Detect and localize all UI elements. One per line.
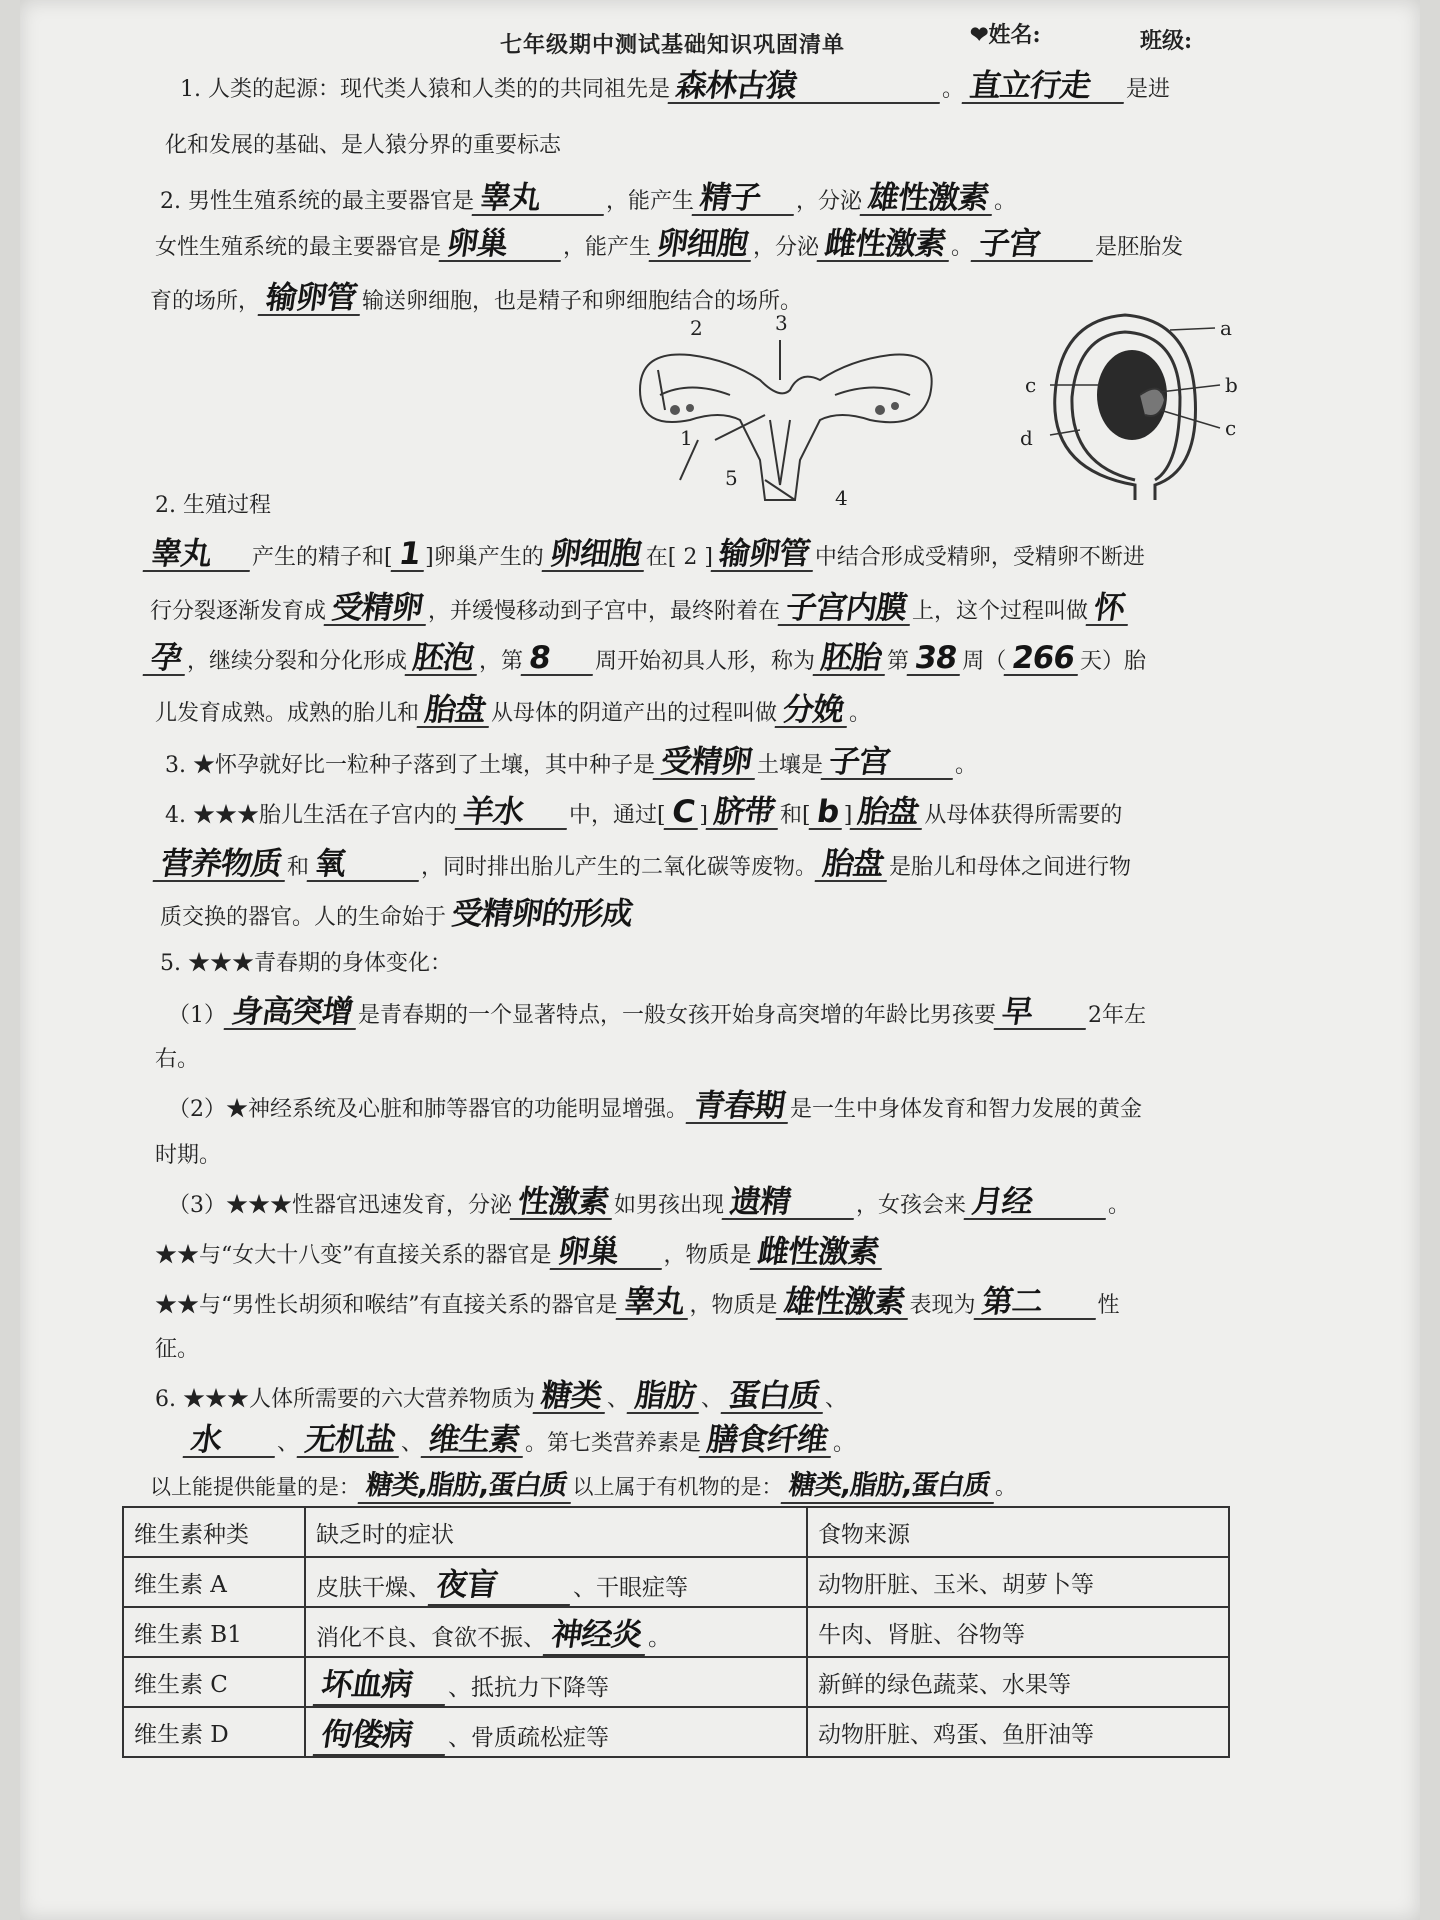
answer: 胚泡 bbox=[405, 642, 482, 676]
answer: 膳食纤维 bbox=[699, 1424, 836, 1458]
diagram-label-2: 2 bbox=[690, 316, 703, 340]
answer: 输卵管 bbox=[711, 538, 818, 572]
answer: 蛋白质 bbox=[721, 1380, 828, 1414]
answer: 雌性激素 bbox=[817, 228, 954, 262]
process-title: 2. 生殖过程 bbox=[155, 493, 271, 518]
answer: 输卵管 bbox=[258, 282, 365, 316]
answer: 8 bbox=[521, 642, 598, 676]
q3-line: 3. ★怀孕就好比一粒种子落到了土壤，其中种子是 受精卵 土壤是 子宫 。 bbox=[165, 744, 978, 780]
table-header: 食物来源 bbox=[807, 1507, 1229, 1557]
answer: 雌性激素 bbox=[749, 1236, 886, 1270]
answer: 营养物质 bbox=[153, 848, 290, 882]
q5-part4: ★★与“女大十八变”有直接关系的器官是 卵巢 ，物质是 雌性激素 bbox=[155, 1236, 1340, 1272]
answer: 卵细胞 bbox=[649, 228, 756, 262]
answer: 佝偻病 bbox=[313, 1709, 452, 1756]
answer: 脐带 bbox=[706, 796, 783, 830]
answer: 受精卵的形成 bbox=[449, 896, 635, 932]
answer: 子宫 bbox=[971, 228, 1098, 262]
class-label: 班级: bbox=[1140, 28, 1193, 54]
q5-part1-cont: 右。 bbox=[155, 1047, 200, 1072]
q5-title: 5. ★★★青春期的身体变化： bbox=[160, 951, 452, 976]
process-line4: 儿发育成熟。成熟的胎儿和 胎盘 从母体的阴道产出的过程叫做 分娩 。 bbox=[155, 692, 872, 728]
q5-part2: （2）★神经系统及心脏和肺等器官的功能明显增强。 青春期 是一生中身体发育和智力发展的黄金 bbox=[168, 1088, 1143, 1124]
fetus-label-d: d bbox=[1020, 426, 1033, 450]
answer: 睾丸 bbox=[472, 182, 609, 216]
name-field: ❤姓名: bbox=[970, 22, 1041, 48]
process-line3: 孕 ，继续分裂和分化形成 胚泡 ，第 8 周开始初具人形，称为 胚胎 第 38 周（ 266 天）胎 bbox=[145, 642, 1340, 678]
q2-line3: 育的场所， 输卵管 输送卵细胞，也是精子和卵细胞结合的场所。 bbox=[150, 280, 803, 316]
answer: 直立行走 bbox=[962, 70, 1129, 104]
answer: 受精卵 bbox=[324, 592, 431, 626]
q2-line2: 女性生殖系统的最主要器官是 卵巢 ，能产生 卵细胞 ，分泌 雌性激素 。 子宫 是胚胎发 bbox=[155, 226, 1184, 262]
table-row bbox=[123, 1657, 1229, 1707]
table-cell: 佝偻病 、骨质疏松症等 bbox=[305, 1707, 807, 1757]
answer: 怀 bbox=[1086, 592, 1133, 626]
table-cell: 维生素 B1 bbox=[123, 1607, 305, 1657]
q1-line2: 化和发展的基础、是人猿分界的重要标志 bbox=[165, 133, 562, 158]
answer: 卵细胞 bbox=[541, 538, 648, 572]
answer: 遗精 bbox=[722, 1186, 859, 1220]
table-cell: 牛肉、肾脏、谷物等 bbox=[807, 1607, 1229, 1657]
answer: 子宫 bbox=[821, 746, 958, 780]
answer: 氧 bbox=[307, 848, 424, 882]
answer: 身高突增 bbox=[224, 996, 361, 1030]
q1-line1: 1. 人类的起源：现代类人猿和人类的的共同祖先是 森林古猿 。 直立行走 是进 bbox=[180, 68, 1171, 104]
answer: 坏血病 bbox=[313, 1659, 452, 1706]
answer: 森林古猿 bbox=[668, 70, 945, 104]
answer: 糖类,脂肪,蛋白质 bbox=[780, 1470, 997, 1504]
answer: 睾丸 bbox=[615, 1286, 692, 1320]
table-header: 维生素种类 bbox=[123, 1507, 305, 1557]
answer: 第二 bbox=[973, 1286, 1100, 1320]
answer: 卵巢 bbox=[439, 228, 566, 262]
table-header: 缺乏时的症状 bbox=[305, 1507, 807, 1557]
answer: 糖类,脂肪,蛋白质 bbox=[358, 1470, 575, 1504]
answer: 脂肪 bbox=[627, 1380, 704, 1414]
q5-part5: ★★与“男性长胡须和喉结”有直接关系的器官是 睾丸 ，物质是 雄性激素 表现为 第二 性 bbox=[155, 1284, 1120, 1320]
fetus-label-b: b bbox=[1225, 373, 1238, 397]
table-cell: 维生素 D bbox=[123, 1707, 305, 1757]
q5-part2-cont: 时期。 bbox=[155, 1143, 222, 1168]
fetus-diagram bbox=[1020, 300, 1270, 510]
answer: 神经炎 bbox=[543, 1609, 652, 1656]
answer: 受精卵 bbox=[653, 746, 760, 780]
fetus-label-c-right: c bbox=[1225, 416, 1237, 440]
vitamin-table bbox=[122, 1506, 1230, 1758]
answer: 胎盘 bbox=[815, 848, 892, 882]
answer: 水 bbox=[183, 1424, 280, 1458]
heart-icon: ❤ bbox=[970, 22, 989, 48]
table-row bbox=[123, 1607, 1229, 1657]
answer: 性激素 bbox=[510, 1186, 617, 1220]
answer: 月经 bbox=[964, 1186, 1111, 1220]
table-cell: 维生素 A bbox=[123, 1557, 305, 1607]
answer: 266 bbox=[1004, 642, 1082, 676]
q4-line3: 质交换的器官。人的生命始于 受精卵的形成 bbox=[160, 898, 1340, 934]
table-cell: 皮肤干燥、 夜盲 、干眼症等 bbox=[305, 1557, 807, 1607]
diagram-label-5: 5 bbox=[725, 466, 738, 490]
diagram-label-1: 1 bbox=[680, 426, 693, 450]
answer: 青春期 bbox=[686, 1090, 793, 1124]
answer: 睾丸 bbox=[143, 538, 255, 572]
q4-line1: 4. ★★★胎儿生活在子宫内的 羊水 中，通过[ C ] 脐带 和[ b ] 胎盘 从母体获得所需要的 bbox=[165, 794, 1123, 830]
q5-part3: （3）★★★性器官迅速发育，分泌 性激素 如男孩出现 遗精 ，女孩会来 月经 。 bbox=[168, 1184, 1131, 1220]
table-row bbox=[123, 1557, 1229, 1607]
answer: 精子 bbox=[692, 182, 799, 216]
q5-part1: （1） 身高突增 是青春期的一个显著特点，一般女孩开始身高突增的年龄比男孩要 早 2年左 bbox=[168, 994, 1147, 1030]
q6-line3: 以上能提供能量的是： 糖类,脂肪,蛋白质 以上属于有机物的是： 糖类,脂肪,蛋白质 。 bbox=[150, 1470, 1340, 1504]
q4-line2: 营养物质 和 氧 ，同时排出胎儿产生的二氧化碳等废物。 胎盘 是胎儿和母体之间进行物 bbox=[155, 848, 1340, 884]
answer: b bbox=[808, 796, 846, 830]
answer: 子宫内膜 bbox=[778, 592, 915, 626]
answer: 卵巢 bbox=[549, 1236, 666, 1270]
process-line1: 睾丸 产生的精子和[ 1 ]卵巢产生的 卵细胞 在[ 2 ] 输卵管 中结合形成受精卵，受精卵不断进 bbox=[145, 538, 1340, 574]
answer: 早 bbox=[994, 996, 1091, 1030]
diagram-label-4: 4 bbox=[835, 486, 848, 510]
answer: 夜盲 bbox=[428, 1559, 577, 1606]
answer: 胎盘 bbox=[850, 796, 927, 830]
table-row bbox=[123, 1707, 1229, 1757]
answer: 孕 bbox=[143, 642, 190, 676]
answer: 维生素 bbox=[421, 1424, 528, 1458]
female-reproductive-diagram bbox=[620, 310, 940, 520]
answer: 无机盐 bbox=[297, 1424, 404, 1458]
table-cell: 动物肝脏、鸡蛋、鱼肝油等 bbox=[807, 1707, 1229, 1757]
table-cell: 新鲜的绿色蔬菜、水果等 bbox=[807, 1657, 1229, 1707]
worksheet-page bbox=[20, 0, 1420, 1920]
q6-line1: 6. ★★★人体所需要的六大营养物质为 糖类 、 脂肪 、 蛋白质 、 bbox=[155, 1378, 848, 1414]
page-title: 七年级期中测试基础知识巩固清单 bbox=[500, 32, 846, 58]
answer: 38 bbox=[907, 642, 965, 676]
answer: 雄性激素 bbox=[860, 182, 997, 216]
q6-line2: 水 、 无机盐 、 维生素 。第七类营养素是 膳食纤维 。 bbox=[185, 1424, 1340, 1460]
answer: C bbox=[663, 796, 702, 830]
table-cell: 动物肝脏、玉米、胡萝卜等 bbox=[807, 1557, 1229, 1607]
answer: 1 bbox=[390, 538, 427, 572]
process-line2: 行分裂逐渐发育成 受精卵 ，并缓慢移动到子宫中，最终附着在 子宫内膜 上，这个过程叫做 怀 bbox=[150, 592, 1340, 628]
table-cell: 维生素 C bbox=[123, 1657, 305, 1707]
answer: 胚胎 bbox=[813, 642, 890, 676]
q5-part5-cont: 征。 bbox=[155, 1337, 200, 1362]
answer: 羊水 bbox=[455, 796, 572, 830]
table-header-row bbox=[123, 1507, 1229, 1557]
fetus-label-a: a bbox=[1220, 316, 1232, 340]
table-cell: 坏血病 、抵抗力下降等 bbox=[305, 1657, 807, 1707]
table-cell: 消化不良、食欲不振、 神经炎 。 bbox=[305, 1607, 807, 1657]
answer: 分娩 bbox=[775, 694, 852, 728]
answer: 雄性激素 bbox=[775, 1286, 912, 1320]
fetus-label-c-left: c bbox=[1025, 373, 1037, 397]
q2-line1: 2. 男性生殖系统的最主要器官是 睾丸 ，能产生 精子 ，分泌 雄性激素 。 bbox=[160, 180, 1017, 216]
answer: 糖类 bbox=[533, 1380, 610, 1414]
diagram-label-3: 3 bbox=[775, 311, 788, 335]
answer: 胎盘 bbox=[417, 694, 494, 728]
